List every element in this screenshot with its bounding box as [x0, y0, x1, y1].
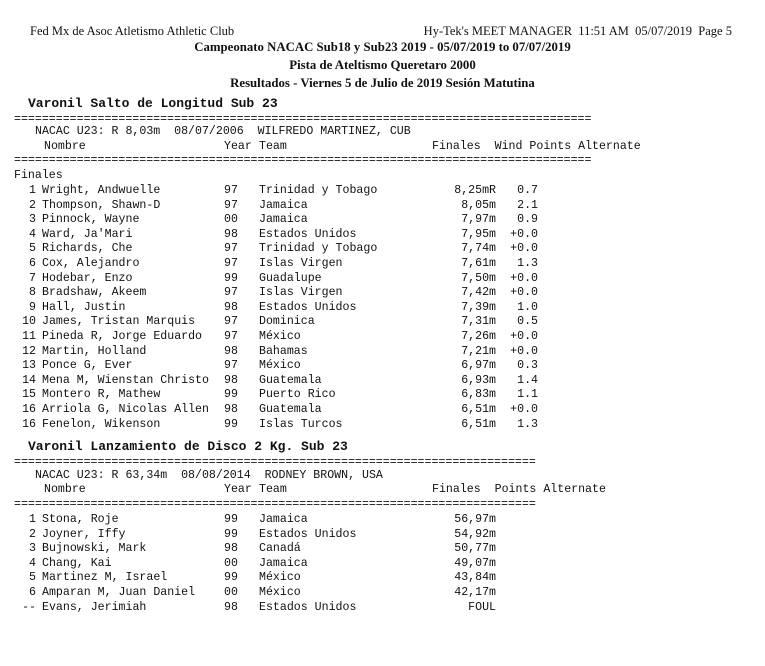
athlete-name: Evans, Jerimiah — [42, 600, 147, 614]
mark: 7,26m — [461, 330, 496, 343]
birth-year: 98 — [224, 373, 238, 387]
col-tail: Finales Wind Points Alternate — [432, 140, 641, 153]
birth-year: 00 — [224, 586, 238, 599]
place: 2 — [29, 527, 36, 541]
team-name: Jamaica — [259, 198, 308, 212]
team-name: Canadá — [259, 542, 301, 556]
team-name: Islas Turcos — [259, 417, 343, 431]
birth-year: 98 — [224, 300, 238, 314]
team-name: México — [259, 359, 301, 373]
team-name: Guatemala — [259, 373, 322, 387]
mark: 54,92m — [454, 527, 496, 541]
place: 4 — [29, 556, 36, 570]
athlete-name: Thompson, Shawn-D — [42, 198, 161, 212]
birth-year: 99 — [224, 513, 238, 526]
athlete-name: Bradshaw, Akeem — [42, 286, 147, 300]
software-stamp: Hy-Tek's MEET MANAGER 11:51 AM 05/07/2019 Page 5 — [423, 24, 732, 38]
wind: +0.0 — [510, 403, 538, 416]
team-name: Estados Unidos — [259, 527, 357, 541]
athlete-name: Martin, Holland — [42, 344, 147, 358]
divider: =================================================================================== — [14, 113, 592, 126]
team-name: Jamaica — [259, 213, 308, 227]
mark: 49,07m — [454, 556, 496, 570]
birth-year: 98 — [224, 344, 238, 358]
event-title-discus: Varonil Lanzamiento de Disco 2 Kg. Sub 23 — [28, 439, 348, 454]
mark: 7,61m — [461, 257, 496, 270]
place: -- — [22, 600, 36, 614]
mark: 43,84m — [454, 571, 496, 585]
athlete-name: Hall, Justin — [42, 300, 126, 314]
col-name: Nombre — [44, 483, 86, 496]
birth-year: 97 — [224, 198, 238, 212]
wind: +0.0 — [510, 242, 538, 256]
place: 4 — [29, 227, 36, 241]
place: 9 — [29, 300, 36, 314]
birth-year: 99 — [224, 417, 238, 431]
wind: +0.0 — [510, 286, 538, 300]
mark: 7,74m — [461, 242, 496, 256]
birth-year: 97 — [224, 242, 238, 256]
team-name: México — [259, 571, 301, 585]
team-name: México — [259, 330, 301, 343]
wind: 0.5 — [517, 315, 538, 329]
place: 6 — [29, 257, 36, 270]
place: 2 — [29, 198, 36, 212]
col-team: Team — [259, 140, 287, 153]
place: 1 — [29, 184, 36, 197]
mark: 6,51m — [461, 403, 496, 416]
team-name: Guadalupe — [259, 271, 322, 285]
mark: 7,39m — [461, 300, 496, 314]
mark: 50,77m — [454, 542, 496, 556]
wind: 0.9 — [517, 213, 538, 227]
round-label: Finales — [14, 169, 63, 182]
athlete-name: Ponce G, Ever — [42, 359, 133, 373]
team-name: Puerto Rico — [259, 388, 336, 402]
place: 15 — [22, 388, 36, 402]
mark: 7,97m — [461, 213, 496, 227]
wind: 0.7 — [517, 184, 538, 197]
team-name: Jamaica — [259, 513, 308, 526]
birth-year: 99 — [224, 527, 238, 541]
athlete-name: Montero R, Mathew — [42, 388, 161, 402]
mark: FOUL — [468, 600, 496, 614]
wind: +0.0 — [510, 271, 538, 285]
wind: 1.3 — [517, 257, 538, 270]
team-name: Islas Virgen — [259, 286, 343, 300]
mark: 56,97m — [454, 513, 496, 526]
col-tail: Finales Points Alternate — [432, 483, 606, 496]
place: 16 — [22, 417, 36, 431]
team-name: Bahamas — [259, 344, 308, 358]
wind: 1.3 — [517, 417, 538, 431]
athlete-name: Amparan M, Juan Daniel — [42, 586, 196, 599]
team-name: Estados Unidos — [259, 227, 357, 241]
birth-year: 00 — [224, 556, 238, 570]
team-name: Estados Unidos — [259, 300, 357, 314]
athlete-name: Cox, Alejandro — [42, 257, 140, 270]
place: 3 — [29, 542, 36, 556]
divider: =========================================================================== — [14, 498, 536, 511]
birth-year: 99 — [224, 571, 238, 585]
birth-year: 00 — [224, 213, 238, 227]
place: 7 — [29, 271, 36, 285]
team-name: Trinidad y Tobago — [259, 242, 378, 256]
place: 6 — [29, 586, 36, 599]
birth-year: 98 — [224, 403, 238, 416]
team-name: Dominica — [259, 315, 315, 329]
place: 13 — [22, 359, 36, 373]
team-name: México — [259, 586, 301, 599]
divider: =========================================================================== — [14, 456, 536, 469]
mark: 6,51m — [461, 417, 496, 431]
venue-title: Pista de Ateltismo Queretaro 2000 — [289, 58, 476, 72]
divider: =================================================================================== — [14, 154, 592, 167]
record-line: NACAC U23: R 8,03m 08/07/2006 WILFREDO MARTINEZ, CUB — [35, 125, 411, 138]
athlete-name: Bujnowski, Mark — [42, 542, 147, 556]
event-title-long-jump: Varonil Salto de Longitud Sub 23 — [28, 96, 278, 111]
place: 8 — [29, 286, 36, 300]
birth-year: 97 — [224, 286, 238, 300]
mark: 7,95m — [461, 227, 496, 241]
birth-year: 99 — [224, 271, 238, 285]
team-name: Estados Unidos — [259, 600, 357, 614]
mark: 42,17m — [454, 586, 496, 599]
col-team: Team — [259, 483, 287, 496]
athlete-name: Pineda R, Jorge Eduardo — [42, 330, 203, 343]
organization-name: Fed Mx de Asoc Atletismo Athletic Club — [30, 24, 235, 38]
mark: 7,21m — [461, 344, 496, 358]
birth-year: 98 — [224, 600, 238, 614]
team-name: Guatemala — [259, 403, 322, 416]
place: 5 — [29, 571, 36, 585]
session-title: Resultados - Viernes 5 de Julio de 2019 Sesión Matutina — [230, 76, 535, 90]
mark: 7,31m — [461, 315, 496, 329]
athlete-name: Stona, Roje — [42, 513, 119, 526]
meet-title: Campeonato NACAC Sub18 y Sub23 2019 - 05/07/2019 to 07/07/2019 — [194, 40, 571, 54]
mark: 7,42m — [461, 286, 496, 300]
wind: +0.0 — [510, 344, 538, 358]
athlete-name: Martinez M, Israel — [42, 571, 168, 585]
place: 11 — [22, 330, 36, 343]
birth-year: 98 — [224, 542, 238, 556]
wind: 1.0 — [517, 300, 538, 314]
birth-year: 97 — [224, 359, 238, 373]
athlete-name: Arriola G, Nicolas Allen — [42, 403, 209, 416]
birth-year: 97 — [224, 330, 238, 343]
athlete-name: James, Tristan Marquis — [42, 315, 196, 329]
place: 3 — [29, 213, 36, 227]
athlete-name: Chang, Kai — [42, 556, 112, 570]
place: 1 — [29, 513, 36, 526]
wind: +0.0 — [510, 330, 538, 343]
birth-year: 99 — [224, 388, 238, 402]
col-year: Year — [224, 483, 252, 496]
place: 12 — [22, 344, 36, 358]
athlete-name: Hodebar, Enzo — [42, 271, 133, 285]
mark: 7,50m — [461, 271, 496, 285]
mark: 8,25mR — [454, 184, 496, 197]
mark: 6,83m — [461, 388, 496, 402]
place: 16 — [22, 403, 36, 416]
team-name: Jamaica — [259, 556, 308, 570]
birth-year: 98 — [224, 227, 238, 241]
column-header — [14, 483, 606, 498]
team-name: Trinidad y Tobago — [259, 184, 378, 197]
birth-year: 97 — [224, 184, 238, 197]
athlete-name: Joyner, Iffy — [42, 527, 126, 541]
place: 14 — [22, 373, 36, 387]
athlete-name: Mena M, Wienstan Christo — [42, 373, 209, 387]
athlete-name: Wright, Andwuelle — [42, 184, 161, 197]
wind: 1.4 — [517, 373, 538, 387]
column-header — [14, 140, 641, 155]
place: 10 — [22, 315, 36, 329]
athlete-name: Ward, Ja'Mari — [42, 227, 133, 241]
team-name: Islas Virgen — [259, 257, 343, 270]
place: 5 — [29, 242, 36, 256]
mark: 6,93m — [461, 373, 496, 387]
birth-year: 97 — [224, 315, 238, 329]
record-line: NACAC U23: R 63,34m 08/08/2014 RODNEY BROWN, USA — [35, 469, 383, 482]
wind: 2.1 — [517, 198, 538, 212]
mark: 6,97m — [461, 359, 496, 373]
athlete-name: Pinnock, Wayne — [42, 213, 140, 227]
wind: 1.1 — [517, 388, 538, 402]
col-name: Nombre — [44, 140, 86, 153]
mark: 8,05m — [461, 198, 496, 212]
athlete-name: Richards, Che — [42, 242, 133, 256]
wind: 0.3 — [517, 359, 538, 373]
athlete-name: Fenelon, Wikenson — [42, 417, 161, 431]
birth-year: 97 — [224, 257, 238, 270]
col-year: Year — [224, 140, 252, 153]
wind: +0.0 — [510, 227, 538, 241]
